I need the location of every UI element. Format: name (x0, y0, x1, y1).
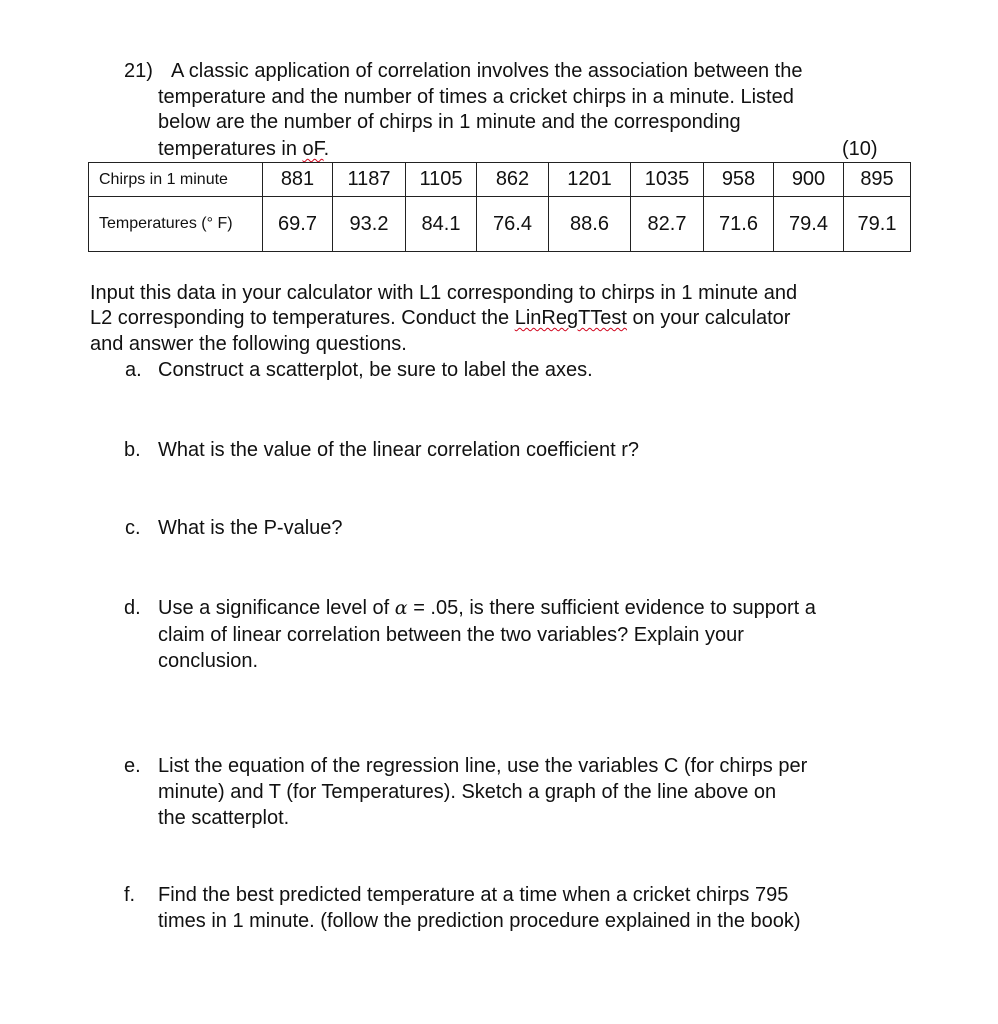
part-e-letter: e. (124, 755, 141, 777)
row-label-chirps: Chirps in 1 minute (89, 163, 263, 197)
question-intro-line-2: temperature and the number of times a cricket chirps in a minute. Listed (158, 86, 794, 108)
question-number: 21) (124, 60, 153, 82)
part-a-text: Construct a scatterplot, be sure to label the axes. (158, 359, 593, 381)
temps-suffix: . (323, 138, 330, 160)
part-d-line-2: claim of linear correlation between the two variables? Explain your (158, 624, 744, 646)
table-cell: 79.4 (774, 197, 844, 252)
part-e-line-3: the scatterplot. (158, 807, 290, 829)
table-row-chirps (89, 163, 911, 197)
table-cell: 76.4 (477, 197, 549, 252)
alpha-symbol: α (394, 597, 408, 619)
points-label: (10) (842, 138, 878, 160)
instructions-line-2-b: on your calculator (626, 307, 791, 329)
row-label-temperatures: Temperatures (° F) (89, 197, 263, 252)
part-e-line-2: minute) and T (for Temperatures). Sketch a graph of the line above on (158, 781, 777, 803)
instructions-line-3: and answer the following questions. (90, 333, 407, 355)
table-cell: 881 (263, 163, 333, 197)
part-d-line-1-a: Use a significance level of (158, 597, 395, 619)
part-c-text: What is the P-value? (158, 517, 343, 539)
table-cell: 71.6 (704, 197, 774, 252)
table-cell: 958 (704, 163, 774, 197)
table-cell: 82.7 (631, 197, 704, 252)
part-f-line-2: times in 1 minute. (follow the prediction procedure explained in the book) (158, 910, 801, 932)
table-cell: 895 (844, 163, 911, 197)
question-intro-line-4 (158, 136, 329, 162)
part-d-line-1-b: = .05, is there sufficient evidence to support a (407, 597, 816, 619)
table-cell: 1105 (406, 163, 477, 197)
table-row-temperatures (89, 197, 911, 252)
question-intro-line-1: A classic application of correlation involves the association between the (171, 60, 803, 82)
part-d-letter: d. (124, 597, 141, 619)
part-b-letter: b. (124, 439, 141, 461)
part-d-line-3: conclusion. (158, 650, 259, 672)
part-a-letter: a. (125, 359, 142, 381)
table-cell: 1201 (549, 163, 631, 197)
instructions-line-1: Input this data in your calculator with L1 corresponding to chirps in 1 minute and (90, 282, 798, 304)
question-intro-line-3: below are the number of chirps in 1 minute and the corresponding (158, 111, 741, 133)
table-cell: 1187 (333, 163, 406, 197)
table-cell: 84.1 (406, 197, 477, 252)
part-c-letter: c. (125, 517, 141, 539)
table-cell: 1035 (631, 163, 704, 197)
part-f-letter: f. (124, 884, 136, 906)
table-cell: 79.1 (844, 197, 911, 252)
table-cell: 862 (477, 163, 549, 197)
table-cell: 69.7 (263, 197, 333, 252)
temps-prefix: temperatures in (158, 138, 303, 160)
part-d-line-1 (158, 595, 816, 621)
part-b-text: What is the value of the linear correlation coefficient r? (158, 439, 639, 461)
instructions-line-2-a: L2 corresponding to temperatures. Conduct the (90, 307, 515, 329)
part-e-line-1: List the equation of the regression line, use the variables C (for chirps per (158, 755, 808, 777)
temps-unit: oF (302, 138, 324, 160)
table-cell: 900 (774, 163, 844, 197)
data-table (88, 162, 911, 252)
table-cell: 93.2 (333, 197, 406, 252)
table-cell: 88.6 (549, 197, 631, 252)
linregttest-term: LinRegTTest (514, 307, 627, 329)
part-f-line-1: Find the best predicted temperature at a time when a cricket chirps 795 (158, 884, 789, 906)
instructions-line-2 (90, 305, 790, 331)
